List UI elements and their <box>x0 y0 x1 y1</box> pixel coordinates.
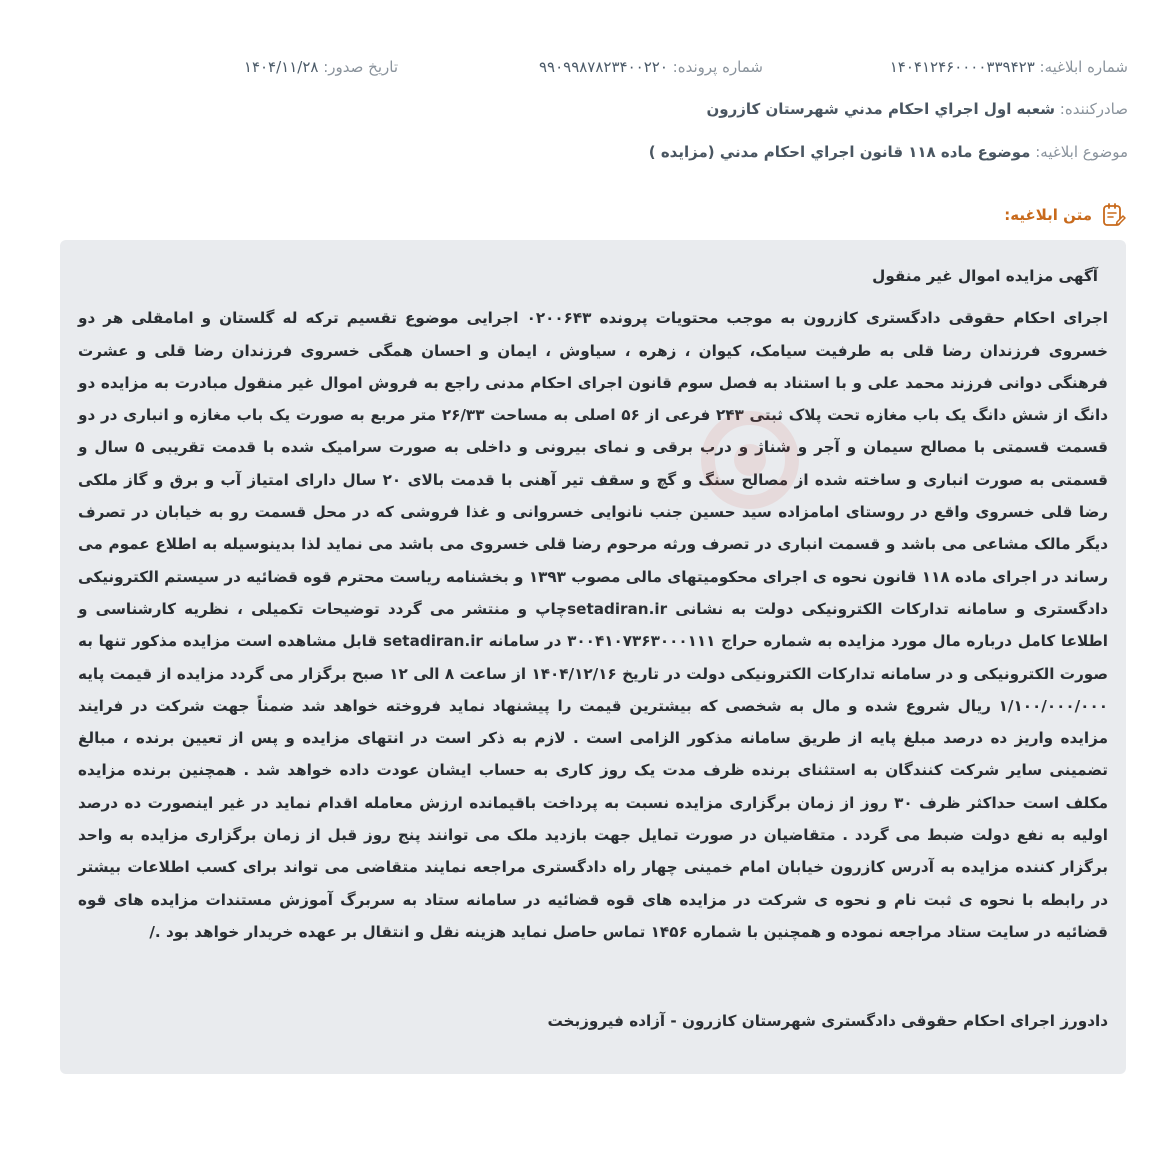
notepad-icon <box>1100 202 1126 228</box>
notice-section-title: متن ابلاغیه: <box>1004 206 1092 224</box>
issuer-value: شعبه اول اجراي احکام مدني شهرستان کازرون <box>706 100 1055 118</box>
meta-row <box>46 58 1128 82</box>
case-number <box>539 58 763 76</box>
notice-text-box <box>60 240 1126 1074</box>
issue-date-value: ۱۴۰۴/۱۱/۲۸ <box>243 58 319 76</box>
issuer-line <box>706 100 1128 118</box>
case-number-value: ۹۹۰۹۹۸۷۸۲۳۴۰۰۲۲۰ <box>538 58 668 76</box>
notice-number-value: ۱۴۰۴۱۲۴۶۰۰۰۰۳۳۹۴۲۳ <box>889 58 1035 76</box>
notice-number-label: شماره ابلاغیه: <box>1039 58 1128 76</box>
notice-title: آگهی مزایده اموال غیر منقول <box>872 267 1098 285</box>
issue-date <box>244 58 398 76</box>
notice-body: اجرای احکام حقوقی دادگستری کازرون به موجب محتویات پرونده ۰۲۰۰۶۴۳ اجرایی موضوع تقسیم ترکه له گلستان و امامقلی هر دو خسروی فرزندان رضا قلی به طرفیت سیامک، کیوان ، زهره ، سیاوش ، ایمان و احسان همگی خسروی فرزندان رضا قلی و عشرت فرهنگی دوانی فرزند محمد علی و با استناد به فصل سوم قانون اجرای احکام مدنی راجع به فروش اموال غیر منقول مبادرت به مزایده دو دانگ از شش دانگ یک باب مغازه تحت پلاک ثبتی ۲۴۳ فرعی از ۵۶ اصلی به مساحت ۲۶/۳۳ متر مربع به صورت یک باب مغازه و انباری در دو قسمت قسمتی با مصالح سیمان و آجر و شناژ و درب برقی و نمای بیرونی و داخلی به صورت سرامیک شده با قدمت تقریبی ۵ سال و قسمتی به صورت انباری و ساخته شده از مصالح سنگ و گچ و سقف تیر آهنی با قدمت بالای ۲۰ سال دارای امتیاز آب و برق و گاز ملکی رضا قلی خسروی واقع در روستای امامزاده سید حسین جنب نانوایی خسروانی و غذا فروشی که در محل قسمت رو به خیابان در تصرف دیگر مالک مشاعی می باشد و قسمت انباری در تصرف ورثه مرحوم رضا قلی خسروی می باشد می نماید لذا بدینوسیله به اطلاع عموم می رساند در اجرای ماده ۱۱۸ قانون نحوه ی اجرای محکومیتهای مالی مصوب ۱۳۹۳ و بخشنامه ریاست محترم قوه قضائیه در سیستم الکترونیکی دادگستری و سامانه تدارکات الکترونیکی دولت به نشانی setadiran.irچاپ و منتشر می گردد توضیحات تکمیلی ، نظریه کارشناسی و اطلاعا کامل درباره مال مورد مزایده به شماره حراج ۳۰۰۴۱۰۷۳۶۳۰۰۰۱۱۱ در سامانه setadiran.ir قابل مشاهده است مزایده مذکور تنها به صورت الکترونیکی و در سامانه تدارکات الکترونیکی دولت در تاریخ ۱۴۰۴/۱۲/۱۶ از ساعت ۸ الی ۱۲ صبح برگزار می گردد مزایده از قیمت پایه ۱/۱۰۰/۰۰۰/۰۰۰ ریال شروع شده و مال به شخصی که بیشترین قیمت را پیشنهاد نماید فروخته خواهد شد ضمناً جهت شرکت در فرایند مزایده واریز ده درصد مبلغ پایه از طریق سامانه مذکور الزامی است . لازم به ذکر است در انتهای مزایده و پس از تعیین برنده ، مبالغ تضمینی سایر شرکت کنندگان به استثنای برنده ظرف مدت یک روز کاری به حساب ایشان عودت داده خواهد شد . همچنین برنده مزایده مکلف است حداکثر ظرف ۳۰ روز از زمان برگزاری مزایده نسبت به پرداخت باقیمانده ارزش معامله اقدام نماید در غیر اینصورت ده درصد اولیه به نفع دولت ضبط می گردد . متقاضیان در صورت تمایل جهت بازدید ملک می توانند پنج روز قبل از زمان برگزاری مزایده به واحد برگزار کننده مزایده به آدرس کازرون خیابان امام خمینی چهار راه دادگستری مراجعه نمایند متقاضی می تواند برای کسب اطلاعات بیشتر در رابطه با نحوه ی ثبت نام و نحوه ی شرکت در مزایده های قوه قضائیه در سامانه ستاد به سربرگ آموزش مستندات مزایده های قوه قضائیه در سایت ستاد مراجعه نموده و همچنین با شماره ۱۴۵۶ تماس حاصل نماید هزینه نقل و انتقال بر عهده خریدار خواهد بود ./ <box>78 309 1109 941</box>
issuer-label: صادرکننده: <box>1059 100 1128 118</box>
issue-date-label: تاریخ صدور: <box>323 58 398 76</box>
notice-number <box>890 58 1128 76</box>
notice-signature: دادورز اجرای احکام حقوقی دادگستری شهرستان کازرون - آزاده فیروزبخت <box>547 1012 1108 1030</box>
case-number-label: شماره پرونده: <box>672 58 763 76</box>
notice-section-header <box>1004 202 1126 228</box>
subject-value: موضوع ماده ۱۱۸ قانون اجراي احکام مدني (مزايده ) <box>648 143 1031 161</box>
subject-line <box>649 143 1128 161</box>
subject-label: موضوع ابلاغیه: <box>1035 143 1128 161</box>
